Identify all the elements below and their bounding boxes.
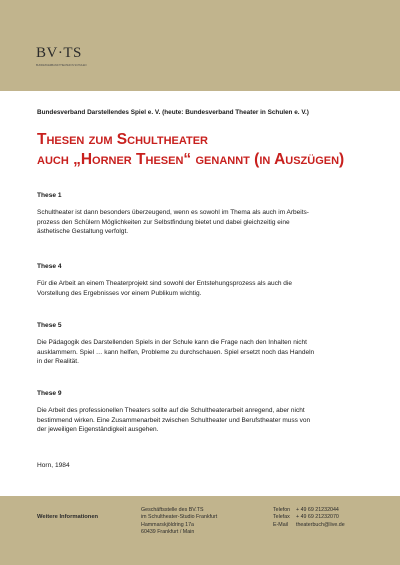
thesis-label: These 9: [37, 390, 62, 397]
bvts-logo: [36, 46, 88, 74]
thesis-text: [37, 279, 367, 298]
thesis-line: Für die Arbeit an einem Theaterprojekt sind sowohl der Entstehungsprozess als auch die: [37, 280, 292, 287]
contact-key: Telefon: [273, 507, 291, 513]
header-band: [0, 0, 400, 91]
thesis-line: ästhetische Gestaltung verfolgt.: [37, 228, 129, 236]
thesis-line: bestimmend wirken. Eine Zusammenarbeit zwischen Schultheater und Berufstheater muss von: [37, 416, 311, 424]
thesis-line: Schultheater ist dann besonders überzeugend, wenn es sowohl im Thema als auch im Arbeits-: [37, 209, 309, 216]
address-line: 60439 Frankfurt / Main: [141, 529, 195, 536]
contact-value[interactable]: theaterbuch@live.de: [296, 521, 345, 528]
thesis-label: These 4: [37, 263, 62, 270]
document-title: [37, 130, 377, 170]
contact-value: + 49 69 21232044: [296, 507, 339, 513]
thesis-line: der jeweiligen Eigenständigkeit ausgehen.: [37, 426, 159, 434]
contact-key: Telefax: [273, 514, 290, 521]
thesis-text: [37, 208, 367, 237]
address-line: im Schultheater-Studio Frankfurt: [141, 514, 218, 521]
thesis-line: ausklammern. Spiel … kann helfen, Probleme zu durchschauen. Spiel ersetzt noch das Handeln: [37, 348, 315, 356]
thesis-label: These 5: [37, 322, 62, 329]
contact-fax: [273, 514, 345, 521]
organization-line: Bundesverband Darstellendes Spiel e. V. (heute: Bundesverband Theater in Schulen e. V.): [37, 109, 309, 116]
address-line: Geschäftsstelle des BV.TS: [141, 507, 204, 513]
footer-address: [141, 507, 217, 537]
footer-contact: [273, 507, 345, 529]
title-line-1: Thesen zum Schultheater: [37, 131, 209, 148]
sign-off: Horn, 1984: [37, 462, 70, 469]
footer-label: Weitere Informationen: [37, 514, 99, 520]
thesis-text: [37, 406, 367, 435]
thesis-text: [37, 338, 367, 367]
logo-text: BV·TS: [36, 45, 82, 61]
address-line: Hammarskjöldring 17a: [141, 521, 194, 528]
contact-value: + 49 69 21232070: [296, 514, 339, 521]
thesis-line: Die Pädagogik des Darstellenden Spiels in der Schule kann die Frage nach den Inhalten nicht: [37, 339, 307, 346]
contact-phone: [273, 507, 345, 514]
thesis-line: in der Realität.: [37, 358, 79, 366]
title-line-2: auch „Horner Thesen“ genannt (in Auszügen): [37, 151, 345, 168]
thesis-line: Die Arbeit des professionellen Theaters sollte auf die Schultheaterarbeit anregend, aber nicht: [37, 407, 305, 414]
thesis-line: Vorstellung des Ergebnisses vor einem Publikum wichtig.: [37, 289, 202, 297]
thesis-label: These 1: [37, 192, 62, 199]
logo-subtext: BUNDESVERBAND THEATER IN SCHULEN: [36, 64, 87, 67]
contact-key: E-Mail: [273, 521, 289, 528]
contact-email: [273, 522, 345, 529]
thesis-line: prozess den Schülern Möglichkeiten zur Selbstfindung bietet und dabei gleichzeitig eine: [37, 218, 290, 226]
